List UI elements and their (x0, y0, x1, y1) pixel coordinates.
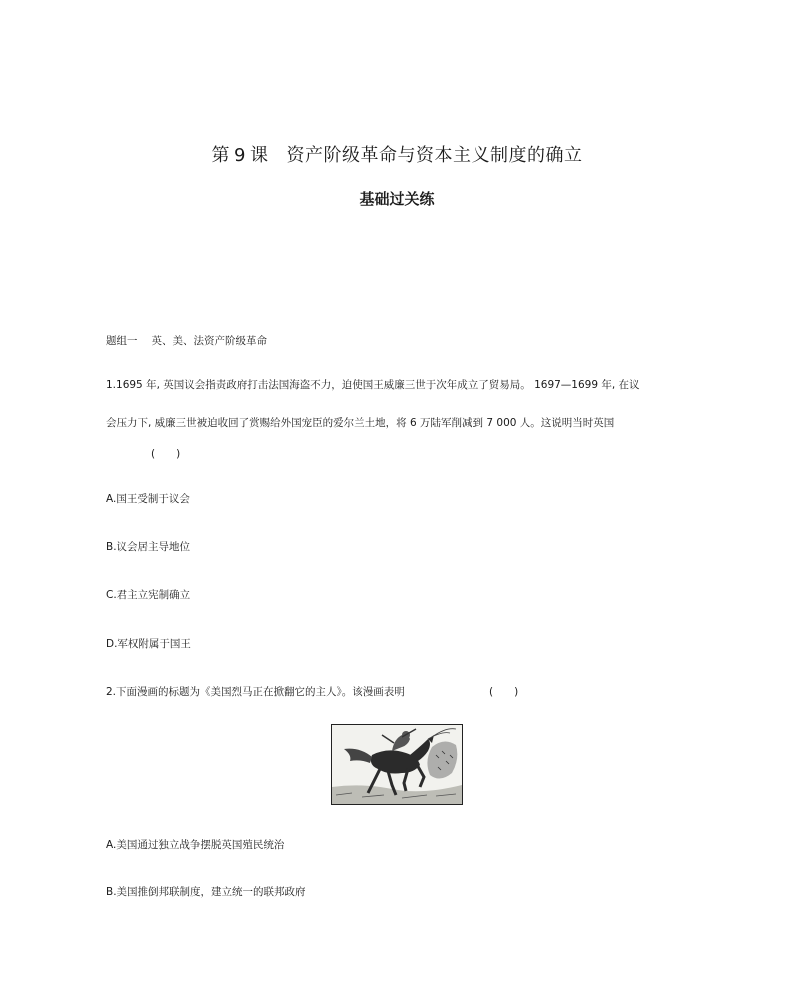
question-2-option-b: B.美国推倒邦联制度，建立统一的联邦政府 (106, 886, 306, 898)
cartoon-illustration (332, 725, 462, 804)
question-1-option-c: C.君主立宪制确立 (106, 589, 191, 601)
lesson-name: 资产阶级革命与资本主义制度的确立 (286, 145, 583, 166)
lesson-suffix: 课 (249, 145, 269, 166)
question-1-option-d: D.军权附属于国王 (106, 638, 191, 650)
section-topic: 英、美、法资产阶级革命 (151, 335, 267, 347)
lesson-number: 9 (234, 145, 246, 166)
lesson-title (0, 141, 794, 167)
page-subtitle: 基础过关练 (359, 190, 435, 208)
question-1-line-2: 会压力下, 威廉三世被迫收回了赏赐给外国宠臣的爱尔兰土地，将 6 万陆军削减到 7 000 人。这说明当时英国 (106, 417, 615, 429)
lesson-prefix: 第 (211, 145, 231, 166)
section-label: 题组一 (106, 335, 138, 347)
question-2-stem: 2.下面漫画的标题为《美国烈马正在掀翻它的主人》。该漫画表明 (106, 686, 405, 698)
question-1-line-1: 1.1695 年, 英国议会指责政府打击法国海盗不力，迫使国王威廉三世于次年成立了贸易局。 1697—1699 年, 在议 (106, 379, 640, 391)
question-1-option-b: B.议会居主导地位 (106, 541, 191, 553)
question-1-answer-blank: ( ) (151, 448, 181, 460)
question-2-answer-blank: ( ) (489, 686, 519, 698)
question-1-option-a: A.国王受制于议会 (106, 493, 190, 505)
section-heading (106, 333, 267, 348)
question-2-option-a: A.美国通过独立战争摆脱英国殖民统治 (106, 839, 285, 851)
cartoon-horse-throwing-rider (331, 724, 463, 805)
